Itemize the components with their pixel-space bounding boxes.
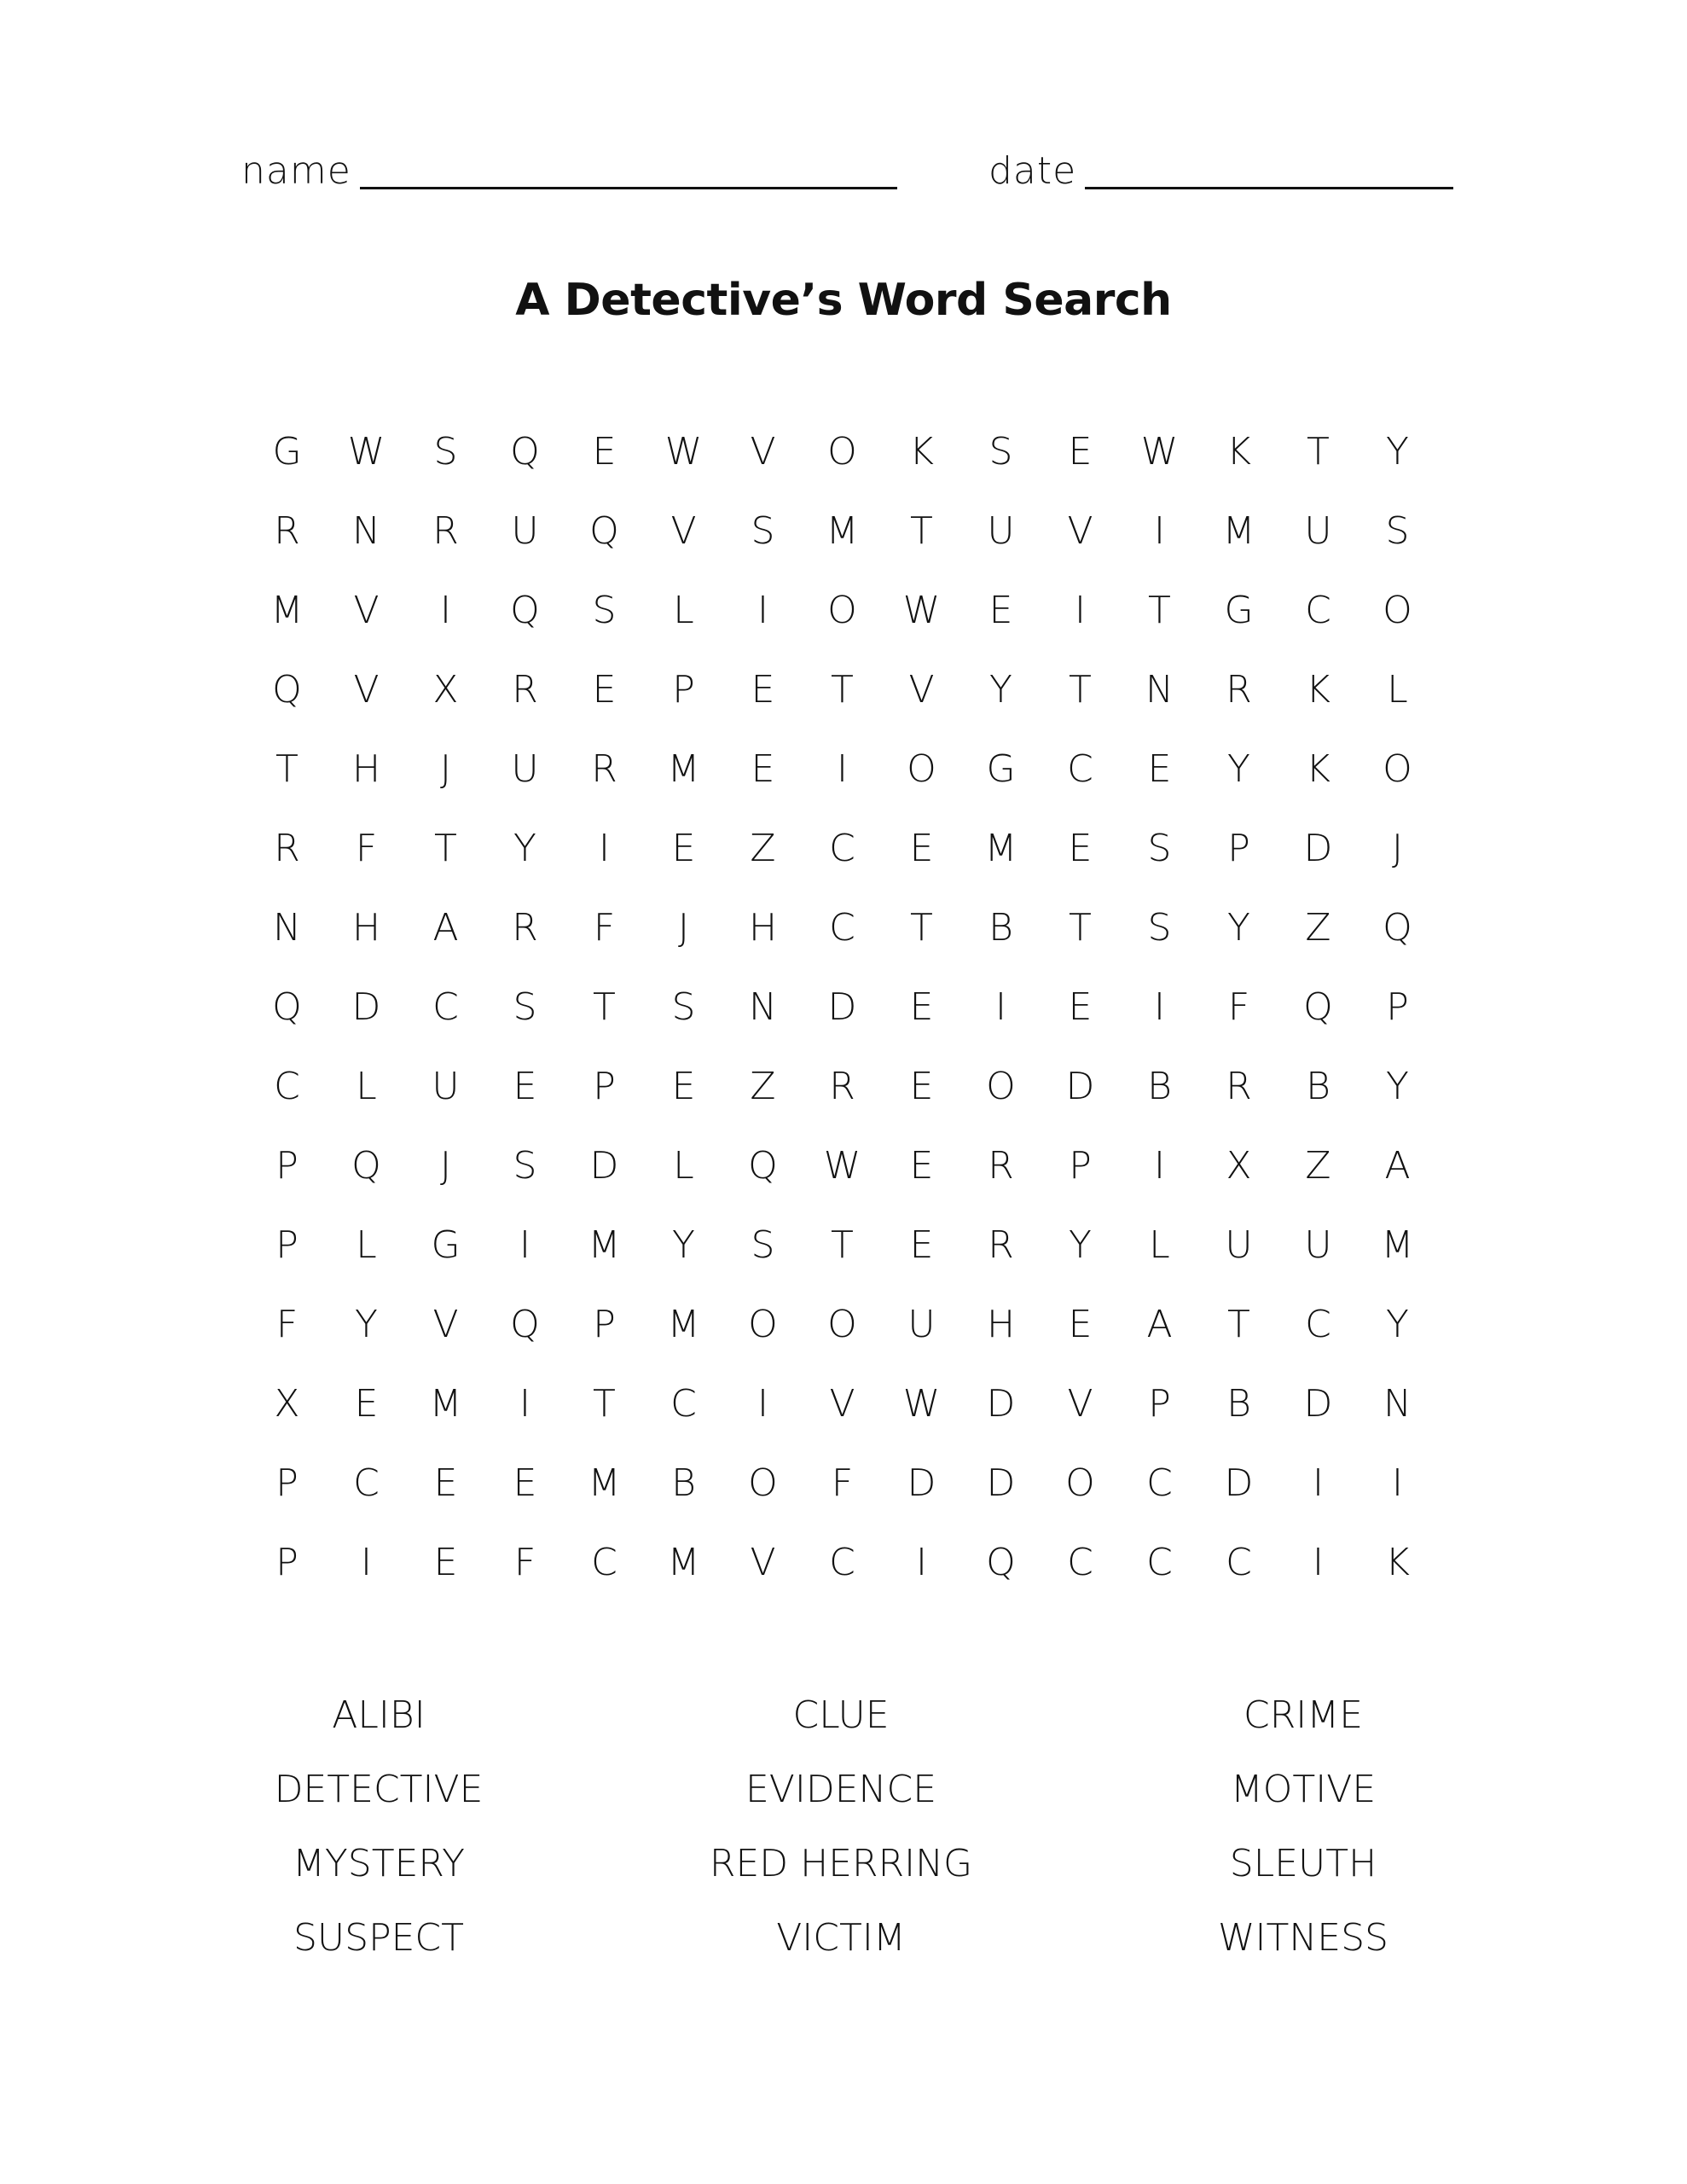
grid-letter[interactable]: B	[1226, 1382, 1251, 1426]
grid-letter[interactable]: S	[592, 589, 617, 632]
grid-letter[interactable]: Q	[272, 668, 302, 712]
grid-letter[interactable]: C	[1146, 1541, 1173, 1584]
grid-letter[interactable]: T	[1227, 1303, 1250, 1346]
grid-letter[interactable]: E	[751, 668, 775, 712]
grid-letter[interactable]: P	[275, 1144, 299, 1188]
word-bank-item: MOTIVE	[1230, 1768, 1377, 1811]
grid-letter[interactable]: K	[1306, 747, 1330, 791]
grid-letter[interactable]: C	[1146, 1461, 1173, 1505]
grid-letter[interactable]: L	[1149, 1223, 1170, 1267]
grid-letter[interactable]: P	[1227, 827, 1250, 870]
grid-letter[interactable]: E	[1147, 747, 1172, 791]
grid-letter[interactable]: E	[513, 1461, 537, 1505]
grid-letter[interactable]: S	[513, 985, 537, 1029]
grid-letter[interactable]: I	[519, 1223, 530, 1267]
grid-row	[247, 729, 1441, 809]
grid-letter[interactable]: C	[1067, 1541, 1093, 1584]
grid-letter[interactable]: S	[671, 985, 696, 1029]
grid-letter[interactable]: M	[1222, 509, 1255, 553]
grid-letter[interactable]: R	[274, 827, 300, 870]
grid-letter[interactable]: P	[593, 1065, 616, 1108]
date-blank-line[interactable]	[1085, 153, 1453, 189]
grid-letter[interactable]: V	[1067, 509, 1093, 553]
grid-letter[interactable]: I	[916, 1541, 927, 1584]
grid-letter[interactable]: C	[1067, 747, 1093, 791]
grid-letter[interactable]: H	[748, 906, 778, 950]
grid-letter[interactable]: V	[670, 509, 697, 553]
grid-letter[interactable]: J	[440, 1144, 451, 1188]
grid-letter[interactable]: D	[589, 1144, 619, 1188]
grid-letter[interactable]: C	[1305, 589, 1331, 632]
grid-letter[interactable]: S	[988, 430, 1013, 473]
grid-letter[interactable]: O	[827, 1303, 857, 1346]
grid-letter[interactable]: L	[356, 1065, 377, 1108]
grid-letter[interactable]: I	[1154, 985, 1165, 1029]
grid-letter[interactable]: S	[1147, 906, 1172, 950]
grid-row	[247, 650, 1441, 729]
grid-letter[interactable]: H	[351, 906, 381, 950]
grid-letter[interactable]: A	[1384, 1144, 1411, 1188]
grid-letter[interactable]: D	[1303, 1382, 1333, 1426]
grid-letter[interactable]: V	[353, 589, 380, 632]
grid-letter[interactable]: C	[1226, 1541, 1252, 1584]
grid-letter[interactable]: P	[275, 1461, 299, 1505]
grid-letter[interactable]: E	[592, 668, 617, 712]
grid-letter[interactable]: Q	[510, 1303, 540, 1346]
grid-letter[interactable]: Z	[1305, 1144, 1331, 1188]
grid-letter[interactable]: W	[664, 430, 703, 473]
grid-letter[interactable]: M	[429, 1382, 462, 1426]
grid-letter[interactable]: Y	[355, 1303, 378, 1346]
grid-letter[interactable]: I	[1075, 589, 1086, 632]
grid-letter[interactable]: C	[670, 1382, 697, 1426]
grid-letter[interactable]: O	[748, 1303, 778, 1346]
grid-letter[interactable]: G	[431, 1223, 461, 1267]
grid-letter[interactable]: B	[671, 1461, 696, 1505]
date-field	[988, 150, 1453, 193]
grid-letter[interactable]: M	[984, 827, 1017, 870]
grid-letter[interactable]: N	[273, 906, 301, 950]
grid-letter[interactable]: R	[274, 509, 300, 553]
grid-letter[interactable]: V	[750, 1541, 776, 1584]
grid-letter[interactable]: T	[831, 668, 854, 712]
grid-letter[interactable]: I	[519, 1382, 530, 1426]
grid-letter[interactable]: K	[909, 430, 934, 473]
grid-letter[interactable]: E	[513, 1065, 537, 1108]
grid-letter[interactable]: U	[511, 747, 539, 791]
page-title: A Detective’s Word Search	[515, 275, 1172, 326]
grid-letter[interactable]: D	[351, 985, 381, 1029]
grid-letter[interactable]: X	[1226, 1144, 1252, 1188]
grid-letter[interactable]: C	[353, 1461, 380, 1505]
grid-letter[interactable]: E	[751, 747, 775, 791]
grid-letter[interactable]: E	[592, 430, 617, 473]
grid-letter[interactable]: H	[351, 747, 381, 791]
grid-letter[interactable]: C	[591, 1541, 617, 1584]
grid-letter[interactable]: T	[1307, 430, 1330, 473]
word-bank-item: RED HERRING	[709, 1842, 973, 1885]
grid-letter[interactable]: K	[1226, 430, 1251, 473]
grid-letter[interactable]: G	[986, 747, 1016, 791]
grid-letter[interactable]: K	[1385, 1541, 1410, 1584]
word-bank-item: WITNESS	[1218, 1916, 1388, 1960]
grid-letter[interactable]: W	[347, 430, 386, 473]
word-bank-item: VICTIM	[776, 1916, 906, 1960]
grid-row	[247, 1047, 1441, 1126]
grid-letter[interactable]: L	[1387, 668, 1408, 712]
grid-letter[interactable]: M	[1381, 1223, 1414, 1267]
word-bank-item: CLUE	[792, 1693, 890, 1737]
word-bank-row	[0, 1901, 1687, 1975]
grid-letter[interactable]: M	[826, 509, 859, 553]
grid-letter[interactable]: M	[270, 589, 304, 632]
word-bank-item: DETECTIVE	[274, 1768, 484, 1811]
grid-letter[interactable]: K	[1306, 668, 1330, 712]
grid-letter[interactable]: P	[275, 1541, 299, 1584]
grid-letter[interactable]: Q	[351, 1144, 381, 1188]
grid-letter[interactable]: C	[829, 1541, 855, 1584]
grid-letter[interactable]: M	[667, 1541, 700, 1584]
grid-letter[interactable]: C	[829, 906, 855, 950]
grid-letter[interactable]: C	[1305, 1303, 1331, 1346]
grid-letter[interactable]: H	[986, 1303, 1016, 1346]
grid-letter[interactable]: I	[440, 589, 451, 632]
grid-letter[interactable]: Y	[1386, 1065, 1409, 1108]
grid-letter[interactable]: B	[1147, 1065, 1172, 1108]
grid-letter[interactable]: R	[591, 747, 617, 791]
letter-grid	[247, 412, 1441, 1602]
grid-letter[interactable]: R	[512, 668, 538, 712]
grid-letter[interactable]: V	[829, 1382, 855, 1426]
grid-letter[interactable]: T	[434, 827, 457, 870]
grid-letter[interactable]: E	[909, 1144, 934, 1188]
grid-letter[interactable]: E	[433, 1541, 458, 1584]
grid-letter[interactable]: Q	[272, 985, 302, 1029]
header-fields	[0, 150, 1687, 201]
grid-letter[interactable]: I	[599, 827, 610, 870]
grid-letter[interactable]: N	[1145, 668, 1174, 712]
grid-letter[interactable]: R	[1226, 1065, 1252, 1108]
grid-letter[interactable]: R	[512, 906, 538, 950]
grid-letter[interactable]: I	[837, 747, 848, 791]
grid-letter[interactable]: L	[673, 1144, 694, 1188]
grid-letter[interactable]: S	[1147, 827, 1172, 870]
grid-letter[interactable]: E	[909, 827, 934, 870]
grid-letter[interactable]: L	[356, 1223, 377, 1267]
grid-letter[interactable]: P	[1386, 985, 1409, 1029]
grid-letter[interactable]: E	[671, 1065, 696, 1108]
name-field	[241, 150, 897, 193]
grid-letter[interactable]: Y	[513, 827, 536, 870]
grid-letter[interactable]: W	[902, 589, 941, 632]
grid-letter[interactable]: S	[751, 509, 775, 553]
grid-letter[interactable]: W	[823, 1144, 861, 1188]
grid-letter[interactable]: G	[272, 430, 302, 473]
grid-letter[interactable]: D	[827, 985, 857, 1029]
grid-row	[247, 1443, 1441, 1523]
grid-letter[interactable]: X	[274, 1382, 300, 1426]
word-bank-row	[0, 1678, 1687, 1752]
grid-letter[interactable]: U	[511, 509, 539, 553]
grid-letter[interactable]: U	[1304, 1223, 1332, 1267]
grid-letter[interactable]: I	[1313, 1461, 1324, 1505]
word-bank-item: MYSTERY	[292, 1842, 466, 1885]
name-label: name	[241, 149, 351, 193]
grid-letter[interactable]: P	[275, 1223, 299, 1267]
grid-row	[247, 571, 1441, 650]
grid-letter[interactable]: B	[1306, 1065, 1330, 1108]
grid-letter[interactable]: E	[1068, 1303, 1093, 1346]
grid-letter[interactable]: X	[432, 668, 459, 712]
grid-letter[interactable]: Q	[1383, 906, 1412, 950]
grid-letter[interactable]: O	[827, 589, 857, 632]
grid-letter[interactable]: Q	[510, 430, 540, 473]
grid-letter[interactable]: P	[1069, 1144, 1092, 1188]
grid-letter[interactable]: C	[274, 1065, 300, 1108]
name-blank-line[interactable]	[360, 153, 897, 189]
grid-letter[interactable]: A	[432, 906, 459, 950]
grid-letter[interactable]: M	[667, 747, 700, 791]
grid-letter[interactable]: E	[354, 1382, 379, 1426]
grid-letter[interactable]: U	[432, 1065, 460, 1108]
grid-letter[interactable]: D	[986, 1382, 1016, 1426]
grid-letter[interactable]: F	[513, 1541, 536, 1584]
grid-letter[interactable]: O	[748, 1461, 778, 1505]
grid-letter[interactable]: Q	[986, 1541, 1016, 1584]
grid-letter[interactable]: E	[1068, 827, 1093, 870]
grid-letter[interactable]: Y	[989, 668, 1012, 712]
grid-letter[interactable]: Y	[1386, 430, 1409, 473]
grid-letter[interactable]: T	[593, 1382, 616, 1426]
grid-letter[interactable]: R	[1226, 668, 1252, 712]
grid-row	[247, 967, 1441, 1047]
grid-letter[interactable]: N	[1383, 1382, 1412, 1426]
grid-letter[interactable]: E	[671, 827, 696, 870]
grid-letter[interactable]: J	[1392, 827, 1403, 870]
grid-letter[interactable]: U	[1304, 509, 1332, 553]
grid-letter[interactable]: C	[432, 985, 459, 1029]
grid-letter[interactable]: U	[907, 1303, 936, 1346]
grid-row	[247, 888, 1441, 967]
grid-letter[interactable]: W	[902, 1382, 941, 1426]
grid-letter[interactable]: D	[986, 1461, 1016, 1505]
grid-letter[interactable]: J	[678, 906, 689, 950]
grid-letter[interactable]: E	[988, 589, 1013, 632]
grid-letter[interactable]: S	[433, 430, 458, 473]
grid-letter[interactable]: S	[751, 1223, 775, 1267]
grid-letter[interactable]: E	[909, 1223, 934, 1267]
grid-letter[interactable]: O	[986, 1065, 1016, 1108]
grid-letter[interactable]: P	[1148, 1382, 1171, 1426]
grid-letter[interactable]: V	[432, 1303, 459, 1346]
grid-letter[interactable]: T	[910, 906, 933, 950]
grid-row	[247, 491, 1441, 571]
grid-letter[interactable]: D	[1065, 1065, 1095, 1108]
grid-row	[247, 1285, 1441, 1364]
grid-letter[interactable]: Q	[510, 589, 540, 632]
grid-letter[interactable]: V	[353, 668, 380, 712]
grid-letter[interactable]: R	[988, 1223, 1014, 1267]
grid-letter[interactable]: O	[1383, 589, 1412, 632]
grid-letter[interactable]: E	[1068, 985, 1093, 1029]
grid-letter[interactable]: Y	[1227, 906, 1250, 950]
grid-letter[interactable]: Y	[672, 1223, 695, 1267]
word-bank	[0, 1678, 1687, 1975]
grid-letter[interactable]: T	[1148, 589, 1171, 632]
grid-letter[interactable]: Q	[589, 509, 619, 553]
grid-letter[interactable]: M	[588, 1223, 621, 1267]
grid-letter[interactable]: N	[352, 509, 380, 553]
grid-row	[247, 1126, 1441, 1205]
grid-letter[interactable]: F	[593, 906, 616, 950]
grid-letter[interactable]: S	[513, 1144, 537, 1188]
grid-letter[interactable]: T	[1069, 906, 1092, 950]
grid-letter[interactable]: Q	[1303, 985, 1333, 1029]
grid-letter[interactable]: O	[907, 747, 936, 791]
grid-letter[interactable]: F	[1227, 985, 1250, 1029]
grid-letter[interactable]: M	[667, 1303, 700, 1346]
grid-letter[interactable]: A	[1146, 1303, 1173, 1346]
grid-letter[interactable]: T	[831, 1223, 854, 1267]
grid-letter[interactable]: T	[910, 509, 933, 553]
word-bank-row	[0, 1827, 1687, 1901]
grid-letter[interactable]: R	[432, 509, 459, 553]
grid-letter[interactable]: Z	[750, 1065, 776, 1108]
grid-letter[interactable]: V	[750, 430, 776, 473]
grid-letter[interactable]: V	[908, 668, 935, 712]
grid-letter[interactable]: P	[593, 1303, 616, 1346]
grid-letter[interactable]: F	[275, 1303, 299, 1346]
word-bank-item: SLEUTH	[1229, 1842, 1377, 1885]
grid-letter[interactable]: Y	[1227, 747, 1250, 791]
word-bank-item: CRIME	[1243, 1693, 1364, 1737]
grid-letter[interactable]: L	[673, 589, 694, 632]
grid-letter[interactable]: F	[831, 1461, 854, 1505]
grid-letter[interactable]: I	[361, 1541, 372, 1584]
grid-letter[interactable]: I	[1392, 1461, 1403, 1505]
grid-letter[interactable]: E	[433, 1461, 458, 1505]
grid-letter[interactable]: T	[275, 747, 299, 791]
grid-letter[interactable]: R	[829, 1065, 855, 1108]
grid-letter[interactable]: F	[355, 827, 378, 870]
grid-letter[interactable]: T	[1069, 668, 1092, 712]
grid-letter[interactable]: V	[1067, 1382, 1093, 1426]
grid-letter[interactable]: I	[757, 1382, 768, 1426]
grid-letter[interactable]: P	[672, 668, 695, 712]
grid-row	[247, 1364, 1441, 1443]
word-bank-item: SUSPECT	[293, 1916, 464, 1960]
grid-letter[interactable]: Y	[1386, 1303, 1409, 1346]
grid-letter[interactable]: I	[1154, 509, 1165, 553]
grid-letter[interactable]: Z	[750, 827, 776, 870]
grid-letter[interactable]: E	[909, 985, 934, 1029]
grid-row	[247, 809, 1441, 888]
grid-letter[interactable]: D	[1303, 827, 1333, 870]
grid-letter[interactable]: R	[988, 1144, 1014, 1188]
grid-row	[247, 1523, 1441, 1602]
word-bank-row	[0, 1752, 1687, 1827]
grid-letter[interactable]: U	[987, 509, 1015, 553]
grid-letter[interactable]: D	[1224, 1461, 1254, 1505]
grid-letter[interactable]: I	[757, 589, 768, 632]
grid-letter[interactable]: Q	[748, 1144, 778, 1188]
word-bank-item: EVIDENCE	[745, 1768, 936, 1811]
grid-letter[interactable]: S	[1385, 509, 1410, 553]
grid-letter[interactable]: I	[1154, 1144, 1165, 1188]
grid-letter[interactable]: Z	[1305, 906, 1331, 950]
grid-letter[interactable]: O	[1065, 1461, 1095, 1505]
grid-letter[interactable]: M	[588, 1461, 621, 1505]
grid-letter[interactable]: T	[593, 985, 616, 1029]
date-label: date	[988, 149, 1077, 193]
grid-letter[interactable]: D	[907, 1461, 936, 1505]
grid-row	[247, 412, 1441, 491]
grid-letter[interactable]: W	[1140, 430, 1179, 473]
grid-letter[interactable]: E	[1068, 430, 1093, 473]
word-bank-item: ALIBI	[332, 1693, 426, 1737]
grid-row	[247, 1205, 1441, 1285]
grid-letter[interactable]: U	[1225, 1223, 1253, 1267]
grid-letter[interactable]: J	[440, 747, 451, 791]
grid-letter[interactable]: N	[749, 985, 777, 1029]
grid-letter[interactable]: I	[995, 985, 1006, 1029]
grid-letter[interactable]: G	[1224, 589, 1254, 632]
grid-letter[interactable]: B	[988, 906, 1013, 950]
grid-letter[interactable]: O	[827, 430, 857, 473]
grid-letter[interactable]: I	[1313, 1541, 1324, 1584]
grid-letter[interactable]: E	[909, 1065, 934, 1108]
grid-letter[interactable]: C	[829, 827, 855, 870]
grid-letter[interactable]: O	[1383, 747, 1412, 791]
grid-letter[interactable]: Y	[1069, 1223, 1092, 1267]
